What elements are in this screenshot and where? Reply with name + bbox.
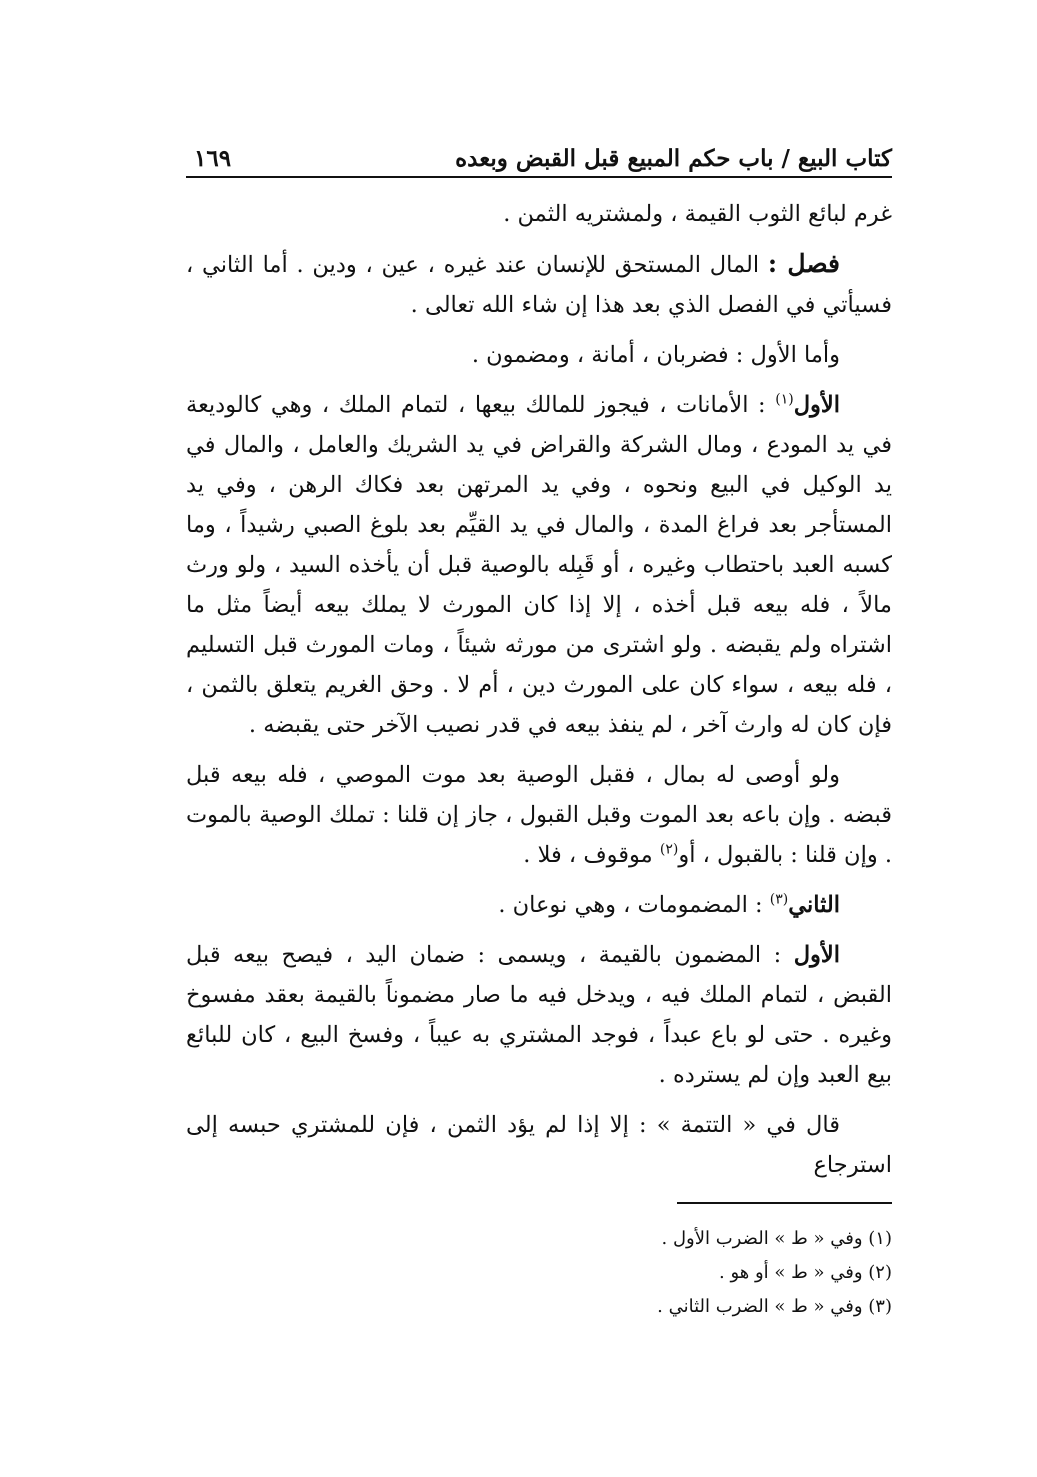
paragraph-lead: الثاني — [788, 892, 840, 918]
paragraph-6 — [186, 885, 892, 925]
paragraph-7 — [186, 935, 892, 1095]
page-number: ١٦٩ — [194, 145, 232, 172]
footnote-separator — [677, 1202, 892, 1204]
footnote-3: (٣) وفي « ط » الضرب الثاني . — [657, 1296, 892, 1317]
paragraph-5 — [186, 755, 892, 875]
paragraph-lead: الأول — [793, 392, 840, 418]
page-header — [186, 130, 892, 178]
footnote-2: (٢) وفي « ط » أو هو . — [719, 1262, 892, 1283]
paragraph-text: : المضمون بالقيمة ، ويسمى : ضمان اليد ، فيصح بيعه قبل القبض ، لتمام الملك فيه ، ويدخل فيه ما صار مضموناً بالقيمة بعقد مفسوخ وغيره . حتى لو باع عبداً ، فوجد المشتري به عيباً ، وفسخ البيع ، كان للبائع بيع العبد وإن لم يسترده . — [186, 942, 892, 1088]
paragraph-lead: الأول — [793, 942, 840, 968]
paragraph-text: المال المستحق للإنسان عند غيره ، عين ، ودين . أما الثاني ، فسيأتي في الفصل الذي بعد هذا إن شاء الله تعالى . — [186, 252, 892, 318]
footnote-ref[interactable]: (٣) — [769, 891, 789, 908]
paragraph-text: : المضمومات ، وهي نوعان . — [498, 892, 770, 918]
paragraph-text: ولو أوصى له بمال ، فقبل الوصية بعد موت الموصي ، فله بيعه قبل قبضه . وإن باعه بعد الموت وقبل القبول ، جاز إن قلنا : تملك الوصية بالموت . وإن قلنا : بالقبول ، أو — [186, 762, 892, 868]
paragraph-3 — [186, 335, 892, 375]
main-text — [186, 194, 892, 1195]
paragraph-text: : الأمانات ، فيجوز للمالك بيعها ، لتمام الملك ، وهي كالوديعة في يد المودع ، ومال الشركة والقراض في يد الشريك والعامل ، والمال في يد الوكيل في البيع ونحوه ، وفي يد المرتهن بعد فكاك الرهن ، وفي يد المستأجر بعد فراغ المدة ، والمال في يد القيِّم بعد بلوغ الصبي رشيداً ، وما كسبه العبد باحتطاب وغيره ، أو قَبِله بالوصية قبل أن يأخذه السيد ، ولو ورث مالاً ، فله بيعه قبل أخذه ، إلا إذا كان المورث لا يملك بيعه أيضاً مثل ما اشتراه ولم يقبضه . ولو اشترى من مورثه شيئاً ، ومات المورث قبل التسليم ، فله بيعه ، سواء كان على المورث دين ، أم لا . وحق الغريم يتعلق بالثمن ، فإن كان له وارث آخر ، لم ينفذ بيعه في قدر نصيب الآخر حتى يقبضه . — [186, 392, 892, 738]
paragraph-2 — [186, 244, 892, 325]
section-heading: فصل : — [767, 249, 840, 278]
paragraph-4 — [186, 385, 892, 745]
paragraph-text: وأما الأول : فضربان ، أمانة ، ومضمون . — [471, 342, 840, 368]
footnote-ref[interactable]: (٢) — [659, 841, 679, 858]
footnotes — [186, 1222, 892, 1324]
paragraph-8 — [186, 1105, 892, 1185]
paragraph-text: غرم لبائع الثوب القيمة ، ولمشتريه الثمن . — [503, 201, 892, 227]
paragraph-text: قال في « التتمة » : إلا إذا لم يؤد الثمن ، فإن للمشتري حبسه إلى استرجاع — [186, 1112, 892, 1178]
footnote-ref[interactable]: (١) — [775, 391, 794, 408]
footnote-1: (١) وفي « ط » الضرب الأول . — [661, 1228, 892, 1249]
running-title: كتاب البيع / باب حكم المبيع قبل القبض وبعده — [455, 145, 892, 172]
paragraph-1 — [186, 194, 892, 234]
paragraph-text-tail: موقوف ، فلا . — [523, 842, 660, 868]
